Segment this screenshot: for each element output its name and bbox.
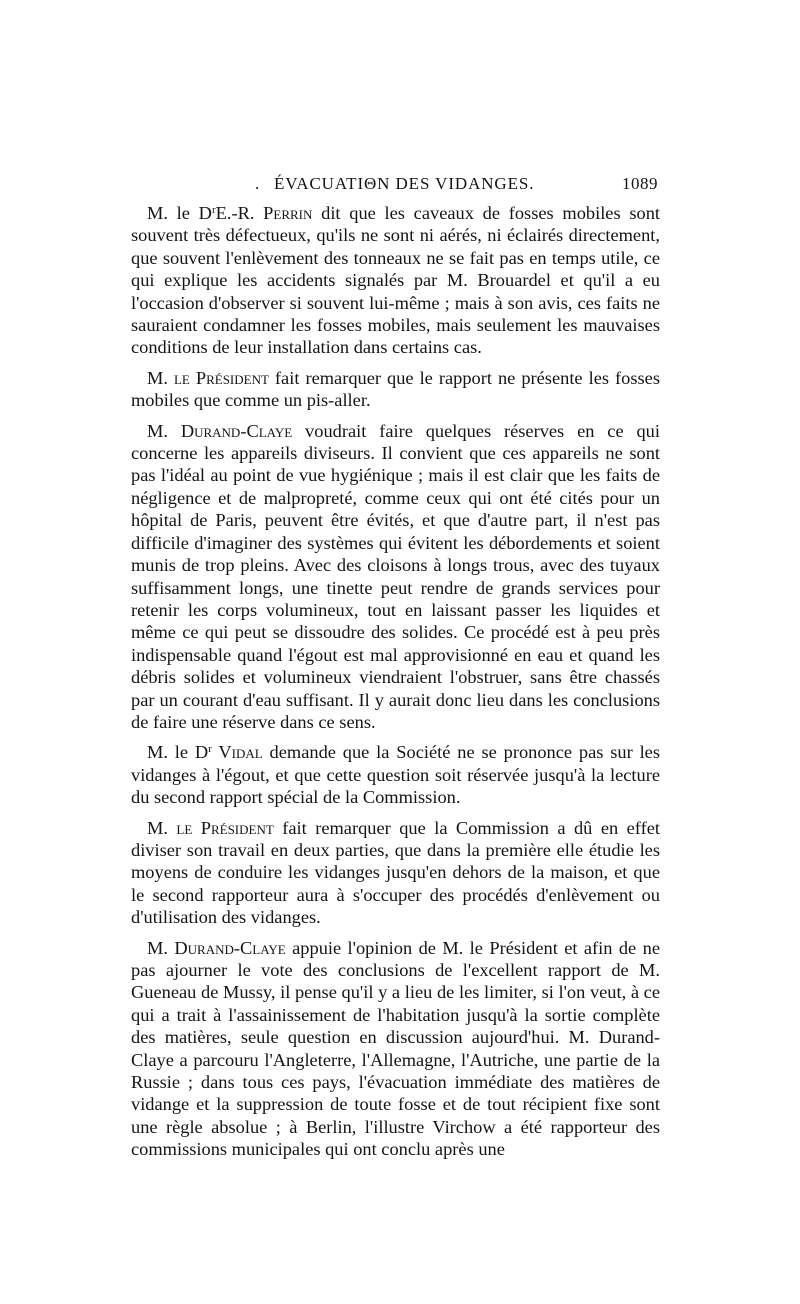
speaker-name: Durand-Claye — [174, 937, 286, 958]
paragraph-text: fait remarquer que la Commission a dû en effet diviser son travail en deux parties, que dans la première elle étudie les moyens de conduire les vidanges jusqu'en dehors de la maison, et que le second rapporteur aura à s'occuper des procédés d'enlèvement ou d'utilisation des vidanges. — [131, 817, 660, 928]
paragraph-durand-claye-2 — [131, 937, 660, 1161]
paragraph-perrin — [131, 202, 660, 359]
speaker-name: le Président — [173, 367, 269, 388]
paragraph-durand-claye-1 — [131, 420, 660, 734]
header-dot: . — [255, 174, 260, 193]
speaker-prefix: M. — [147, 817, 177, 838]
speaker-prefix: M. le D — [147, 203, 212, 223]
speaker-prefix: M. — [147, 937, 175, 958]
paragraph-text: dit que les caveaux de fosses mobiles sont souvent très défectueux, qu'ils ne sont ni aérés, ni éclairés directement, que souvent l'enlèvement des tonneaux ne se fait pas en temps utile, ce qui explique les accidents signalés par M. Brouardel et qu'il a eu l'occasion d'observer si souvent lui-même ; mais à son avis, ces faits ne sauraient condamner les fosses mobiles, mais seulement les mauvaises conditions de leur installation dans certains cas. — [131, 203, 660, 358]
speaker-title-sup: r — [211, 204, 216, 216]
paragraph-text: demande que la Société ne se prononce pas sur les vidanges à l'égout, et que cette question soit réservée jusqu'à la lecture du second rapport spécial de la Commission. — [131, 742, 661, 808]
speaker-prefix: M. — [147, 420, 181, 441]
speaker-prefix: M. — [147, 367, 174, 388]
speaker-name: Durand-Claye — [180, 420, 293, 441]
paragraph-president-1 — [131, 367, 660, 412]
paragraph-text: appuie l'opinion de M. le Président et afin de ne pas ajourner le vote des conclusions de l'excellent rapport de M. Gueneau de Mussy, il pense qu'il y a lieu de les limiter, si l'on veut, à ce qui a trait à l'assainissement de l'habitation jusqu'à la sortie complète des matières, seule question en discussion aujourd'hui. M. Durand-Claye a parcouru l'Angleterre, l'Allemagne, l'Autriche, une partie de la Russie ; dans tous ces pays, l'évacuation immédiate des matières de vidange et la suppression de toute fosse et de tout récipient fixe sont une règle absolue ; à Berlin, l'illustre Virchow a été rapporteur des commissions municipales qui ont conclu après une — [131, 937, 660, 1160]
page-number: 1089 — [622, 174, 658, 193]
running-head — [131, 174, 660, 202]
speaker-title-sup: r — [208, 743, 212, 756]
speaker-name: E.-R. Perrin — [215, 203, 313, 223]
paragraph-vidal — [131, 741, 660, 808]
speaker-name: Vidal — [211, 742, 263, 763]
chapter-title: ÉVACUATIΘN DES VIDANGES. — [274, 174, 535, 193]
speaker-prefix: M. le D — [147, 742, 209, 763]
paragraph-president-2 — [131, 817, 660, 929]
book-page — [131, 174, 660, 1169]
speaker-name: le Président — [176, 817, 274, 838]
paragraph-text: fait remarquer que le rapport ne présente les fosses mobiles que comme un pis-aller. — [131, 367, 660, 411]
paragraph-text: voudrait faire quelques réserves en ce qui concerne les appareils diviseurs. Il convient que ces appareils ne sont pas l'idéal au point de vue hygiénique ; mais il est clair que les faits de négligence et de malpropreté, comme ceux qui ont été cités pour un hôpital de Paris, peuvent être évités, et que d'autre part, il n'est pas difficile d'imaginer des systèmes qui évitent les débordements et soient munis de trop pleins. Avec des cloisons à longs trous, avec des tuyaux suffisamment longs, une tinette peut rendre de grands services pour retenir les corps volumineux, tout en laissant passer les liquides et même ce qui peut se dissoudre des solides. Ce procédé est à peu près indispensable quand l'égout est mal approvisionné en eau et quand les débris solides et volumineux viendraient l'obstruer, sans être chassés par un courant d'eau suffisant. Il y aurait donc lieu dans les conclusions de faire une réserve dans ce sens. — [131, 420, 660, 732]
